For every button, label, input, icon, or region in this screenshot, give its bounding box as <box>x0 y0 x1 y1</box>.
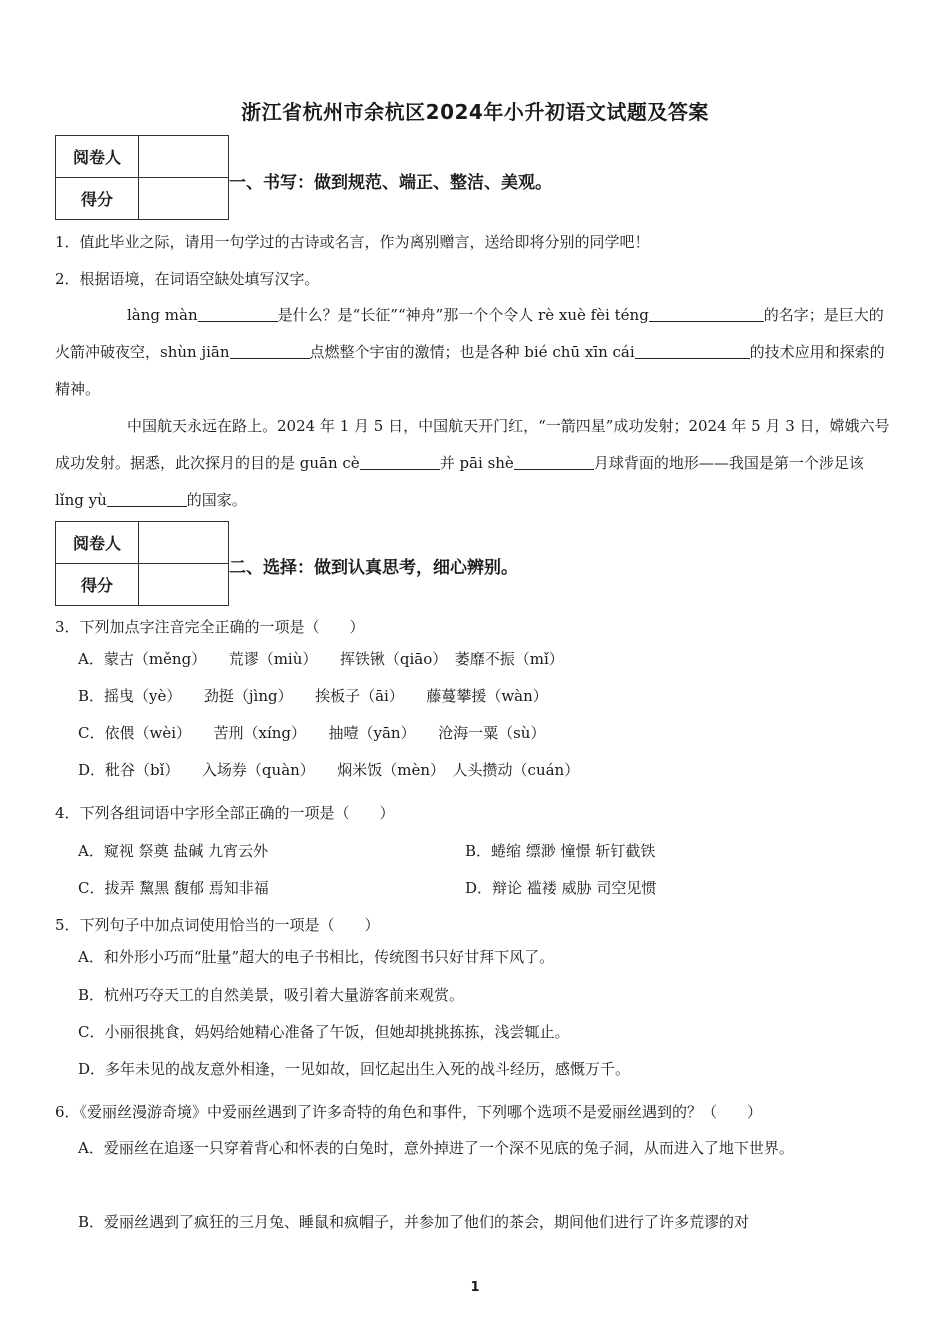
answer-blank[interactable] <box>514 453 594 470</box>
question-5-option-b[interactable]: B．杭州巧夺天工的自然美景，吸引着大量游客前来观赏。 <box>78 986 465 1004</box>
question-6-option-a[interactable]: A．爱丽丝在追逐一只穿着背心和怀表的白兔时，意外掉进了一个深不见底的兔子洞，从而进入了地下世界。 <box>78 1139 794 1157</box>
answer-blank[interactable] <box>649 305 764 322</box>
section-2-heading: 二、选择：做到认真思考，细心辨别。 <box>229 558 518 578</box>
question-6: 6．《爱丽丝漫游奇境》中爱丽丝遇到了许多奇特的角色和事件，下列哪个选项不是爱丽丝遇到的？（ ） <box>55 1103 763 1121</box>
text-span: 是什么？是“长征”“神舟”那一个个令人 rè xuè fèi téng <box>277 306 649 324</box>
reviewer-cell <box>139 522 229 564</box>
reviewer-cell <box>139 136 229 178</box>
answer-blank[interactable] <box>107 490 187 507</box>
score-label: 得分 <box>56 178 139 220</box>
answer-blank[interactable] <box>230 342 310 359</box>
question-5-option-a[interactable]: A．和外形小巧而“肚量”超大的电子书相比，传统图书只好甘拜下风了。 <box>78 948 555 966</box>
question-5-option-c[interactable]: C．小丽很挑食，妈妈给她精心准备了午饭，但她却挑挑拣拣，浅尝辄止。 <box>78 1023 570 1041</box>
question-3-option-a[interactable]: A．蒙古（měng） 荒谬（miù） 挥铁锹（qiāo） 萎靡不振（mǐ） <box>78 650 564 668</box>
answer-blank[interactable] <box>360 453 440 470</box>
page-number: 1 <box>470 1280 480 1295</box>
text-span: 的名字；是巨大的火箭冲破夜空，shùn jiān <box>55 306 884 361</box>
text-span: 的技术应用和探索的精神。 <box>55 343 885 398</box>
score-cell <box>139 178 229 220</box>
score-box <box>55 135 229 220</box>
answer-blank[interactable] <box>198 305 278 322</box>
text-span: 并 pāi shè <box>439 454 514 472</box>
pinyin-langman: làng màn <box>127 306 198 324</box>
question-3-option-b[interactable]: B．摇曳（yè） 劲挺（jìng） 挨板子（āi） 藤蔓攀援（wàn） <box>78 687 548 705</box>
question-2: 2．根据语境，在词语空缺处填写汉字。 <box>55 270 320 288</box>
reviewer-label: 阅卷人 <box>56 136 139 178</box>
question-3-option-d[interactable]: D．秕谷（bǐ） 入场券（quàn） 焖米饭（mèn） 人头攒动（cuán） <box>78 761 580 779</box>
score-box <box>55 521 229 606</box>
score-label: 得分 <box>56 564 139 606</box>
question-5: 5．下列句子中加点词使用恰当的一项是（ ） <box>55 916 380 934</box>
question-4-option-a[interactable]: A．窥视 祭奠 盐碱 九宵云外 <box>78 842 269 860</box>
text-span: 点燃整个宇宙的激情；也是各种 bié chū xīn cái <box>309 343 635 361</box>
question-4-option-d[interactable]: D．辩论 褴褛 威胁 司空见惯 <box>465 879 657 897</box>
question-4-option-b[interactable]: B．蜷缩 缥渺 憧憬 斩钉截铁 <box>465 842 656 860</box>
question-1: 1．值此毕业之际，请用一句学过的古诗或名言，作为离别赠言，送给即将分别的同学吧！ <box>55 233 650 251</box>
question-6-option-b[interactable]: B．爱丽丝遇到了疯狂的三月兔、睡鼠和疯帽子，并参加了他们的茶会，期间他们进行了许多荒谬的对 <box>78 1213 750 1231</box>
page-title: 浙江省杭州市余杭区2024年小升初语文试题及答案 <box>241 100 709 124</box>
question-2-paragraph-2 <box>55 408 895 519</box>
question-5-option-d[interactable]: D．多年未见的战友意外相逢，一见如故，回忆起出生入死的战斗经历，感慨万千。 <box>78 1060 631 1078</box>
text-span: 中国航天永远在路上。2024 年 1 月 5 日，中国航天开门红，“一箭四星”成功发射；2024 年 5 月 3 日，嫦娥六号成功发射。据悉，此次探月的目的是 guān cè <box>55 417 890 472</box>
section-1-heading: 一、书写：做到规范、端正、整洁、美观。 <box>229 173 552 193</box>
text-span: 的国家。 <box>186 491 247 509</box>
reviewer-label: 阅卷人 <box>56 522 139 564</box>
question-4-option-c[interactable]: C．拔弄 黧黑 馥郁 焉知非福 <box>78 879 269 897</box>
text-span: 月球背面的地形——我国是第一个涉足该 lǐng yù <box>55 454 864 509</box>
question-3-option-c[interactable]: C．依偎（wèi） 苦刑（xíng） 抽噎（yān） 沧海一粟（sù） <box>78 724 546 742</box>
score-cell <box>139 564 229 606</box>
answer-blank[interactable] <box>635 342 750 359</box>
question-3: 3．下列加点字注音完全正确的一项是（ ） <box>55 618 365 636</box>
question-2-paragraph-1 <box>55 297 895 408</box>
question-4: 4．下列各组词语中字形全部正确的一项是（ ） <box>55 804 395 822</box>
